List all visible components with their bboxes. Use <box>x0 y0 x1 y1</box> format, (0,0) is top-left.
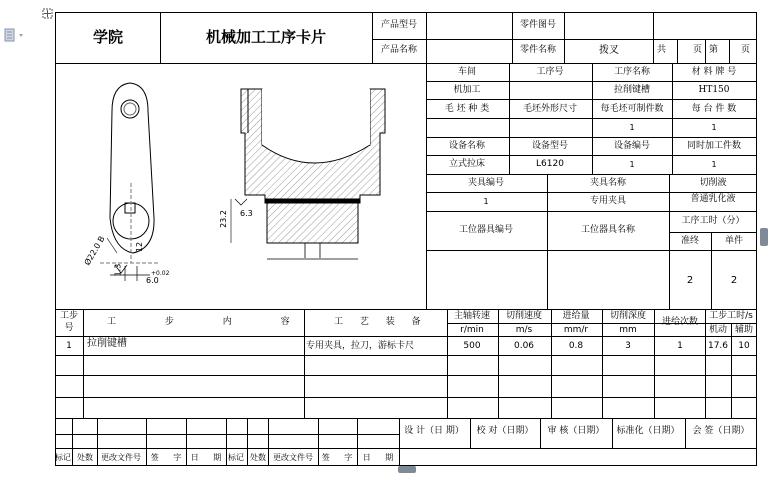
dim-60: 6.0 <box>146 276 159 285</box>
proof-label: 校 对（日期） <box>476 426 534 436</box>
divider <box>592 63 593 174</box>
change-doc-label: 更改文件号 <box>101 453 141 462</box>
divider <box>540 418 541 448</box>
divider <box>97 418 98 466</box>
coolant-label: 切削液 <box>699 178 727 188</box>
divider <box>509 63 510 174</box>
passes-label: 进给次数 <box>661 317 699 327</box>
right-scroll-handle[interactable] <box>760 228 768 246</box>
divider <box>55 448 757 449</box>
step-content: 拉削键槽 <box>87 338 127 349</box>
step-aux-time: 10 <box>738 341 750 351</box>
count-label-2: 处数 <box>250 453 266 462</box>
depth-unit: mm <box>619 325 637 335</box>
product-name-label: 产品名称 <box>380 45 418 55</box>
dim-phi: Ø22.0 B <box>82 234 107 267</box>
divider <box>705 39 706 63</box>
spindle-unit: r/min <box>460 325 484 335</box>
divider <box>711 232 712 309</box>
signature-label: 签 字 <box>150 453 182 462</box>
section-view <box>231 89 385 259</box>
step-no-label: 工步 <box>59 311 79 321</box>
equip-name-label: 设备名称 <box>448 141 486 151</box>
per-machine-value: 1 <box>711 123 717 132</box>
depth-label: 切削深度 <box>609 311 647 321</box>
number-label: 第 <box>709 45 719 55</box>
dim-13: 1.3 <box>113 263 123 277</box>
divider <box>669 232 757 233</box>
divider <box>426 12 427 63</box>
divider <box>547 174 548 309</box>
date-label: 日 期 <box>190 453 222 462</box>
speed-unit: m/s <box>515 325 533 335</box>
divider <box>729 39 730 63</box>
dim-63: 6.3 <box>240 209 253 218</box>
divider <box>160 12 161 63</box>
dim-232: 23.2 <box>218 210 228 228</box>
divider <box>426 63 427 309</box>
step-speed: 0.06 <box>513 341 535 351</box>
change-doc-label-2: 更改文件号 <box>273 453 313 462</box>
step-spindle: 500 <box>463 341 481 351</box>
dim-tolerance: +0.02 <box>151 270 170 277</box>
divider <box>426 174 757 175</box>
process-time-label: 工序工时（分） <box>681 216 745 226</box>
station-tool-no-label: 工位器具编号 <box>458 225 514 235</box>
step-equipment: 专用夹具，拉刀，游标卡尺 <box>306 341 415 351</box>
document-icon[interactable] <box>3 28 29 44</box>
dim-12: 12 <box>135 241 145 253</box>
step-machine-time: 17.6 <box>707 341 729 351</box>
divider <box>447 309 448 418</box>
divider <box>55 355 757 356</box>
divider <box>357 418 358 466</box>
product-model-label: 产品型号 <box>380 20 418 30</box>
per-blank-value: 1 <box>629 123 635 132</box>
equip-model-label: 设备型号 <box>531 141 569 151</box>
workshop-value: 机加工 <box>453 85 481 95</box>
equip-name-value: 立式拉床 <box>448 159 486 169</box>
material-value: HT150 <box>698 85 730 95</box>
equip-no-label: 设备编号 <box>613 141 651 151</box>
divider <box>268 418 269 466</box>
fixture-name-label: 夹具名称 <box>589 178 627 188</box>
unit-label: 单件 <box>724 236 744 246</box>
part-name-value: 拨叉 <box>599 45 619 56</box>
divider <box>247 418 248 466</box>
per-machine-label: 每 台 件 数 <box>691 104 737 114</box>
divider <box>602 309 603 418</box>
blank-type-label: 毛 坯 种 类 <box>444 104 490 114</box>
divider <box>186 418 187 466</box>
school-name: 学院 <box>92 28 124 46</box>
coolant-value: 普通乳化液 <box>690 194 736 204</box>
design-label: 设 计（日 期） <box>404 426 464 436</box>
divider <box>426 250 757 251</box>
divider <box>653 12 654 63</box>
fixture-name-value: 专用夹具 <box>589 196 627 206</box>
equipment-label: 工 艺 装 备 <box>334 317 421 327</box>
part-drawing <box>55 63 426 309</box>
divider <box>677 39 678 63</box>
step-passes: 1 <box>677 341 683 351</box>
station-tool-name-label: 工位器具名称 <box>580 225 636 235</box>
divider <box>426 211 757 212</box>
count-label: 处数 <box>77 453 93 462</box>
divider <box>426 192 757 193</box>
step-feed: 0.8 <box>568 341 584 351</box>
divider <box>318 418 319 466</box>
divider <box>55 309 757 310</box>
fixture-no-label: 夹具编号 <box>467 178 505 188</box>
divider <box>498 309 499 418</box>
signature-label-2: 签 字 <box>321 453 353 462</box>
content-label: 工 步 内 容 <box>107 317 290 327</box>
divider <box>399 418 400 466</box>
simul-value: 1 <box>711 160 717 169</box>
divider <box>83 309 84 418</box>
lever-view <box>100 83 159 281</box>
divider <box>731 323 732 418</box>
divider <box>470 418 471 448</box>
steptime-label: 工步工时/s <box>709 311 753 321</box>
bottom-scroll-handle[interactable] <box>398 466 416 473</box>
equip-no-value: 1 <box>629 160 635 169</box>
simul-label: 同时加工件数 <box>686 141 742 151</box>
part-name-label: 零件名称 <box>519 45 557 55</box>
prep-value: 2 <box>686 275 694 286</box>
date-label-2: 日 期 <box>362 453 394 462</box>
step-depth: 3 <box>625 341 631 351</box>
workshop-label: 车间 <box>457 67 477 77</box>
unit-value: 2 <box>730 275 738 286</box>
process-name-value: 拉削键槽 <box>613 85 651 95</box>
divider <box>146 418 147 466</box>
speed-label: 切削速度 <box>505 311 543 321</box>
prep-label: 准终 <box>680 236 700 246</box>
divider <box>551 309 552 418</box>
pages-label: 页 <box>693 45 703 55</box>
divider <box>612 418 613 448</box>
mark-label: 标记 <box>55 453 71 462</box>
mark-label-2: 标记 <box>228 453 244 462</box>
aux-time-label: 辅助 <box>734 325 754 335</box>
total-label: 共 <box>657 45 667 55</box>
divider <box>685 418 686 448</box>
feed-unit: mm/r <box>563 325 589 335</box>
divider <box>512 12 513 63</box>
card-title: 机械加工工序卡片 <box>205 28 327 46</box>
divider <box>705 309 706 418</box>
divider <box>55 336 757 337</box>
step-no: 1 <box>66 341 72 351</box>
per-blank-label: 每毛坯可制件数 <box>600 104 664 114</box>
blank-size-label: 毛坯外形尺寸 <box>522 104 578 114</box>
divider <box>55 418 757 419</box>
equip-model-value: L6120 <box>536 159 564 169</box>
review-label: 审 核（日期） <box>547 426 605 436</box>
divider <box>372 12 373 63</box>
divider <box>654 309 655 418</box>
divider <box>304 309 305 418</box>
step-no-label-2: 号 <box>64 323 74 333</box>
machine-time-label: 机动 <box>708 325 728 335</box>
divider <box>55 397 757 398</box>
move-handle-icon[interactable] <box>42 5 54 17</box>
divider <box>669 174 670 309</box>
countersign-label: 会 签（日期） <box>692 426 750 436</box>
process-name-label: 工序名称 <box>613 67 651 77</box>
part-drawing-no-label: 零件图号 <box>519 20 557 30</box>
standard-label: 标准化（日期） <box>616 426 680 436</box>
divider <box>564 12 565 63</box>
spindle-label: 主轴转速 <box>453 311 491 321</box>
divider <box>672 63 673 174</box>
divider <box>55 434 399 435</box>
page-label: 页 <box>741 45 751 55</box>
process-no-label: 工序号 <box>536 67 564 77</box>
divider <box>55 375 757 376</box>
material-label: 材 料 牌 号 <box>691 67 737 77</box>
divider <box>372 39 757 40</box>
fixture-no-value: 1 <box>483 197 489 206</box>
feed-label: 进给量 <box>562 311 590 321</box>
divider <box>72 418 73 466</box>
divider <box>226 418 227 466</box>
